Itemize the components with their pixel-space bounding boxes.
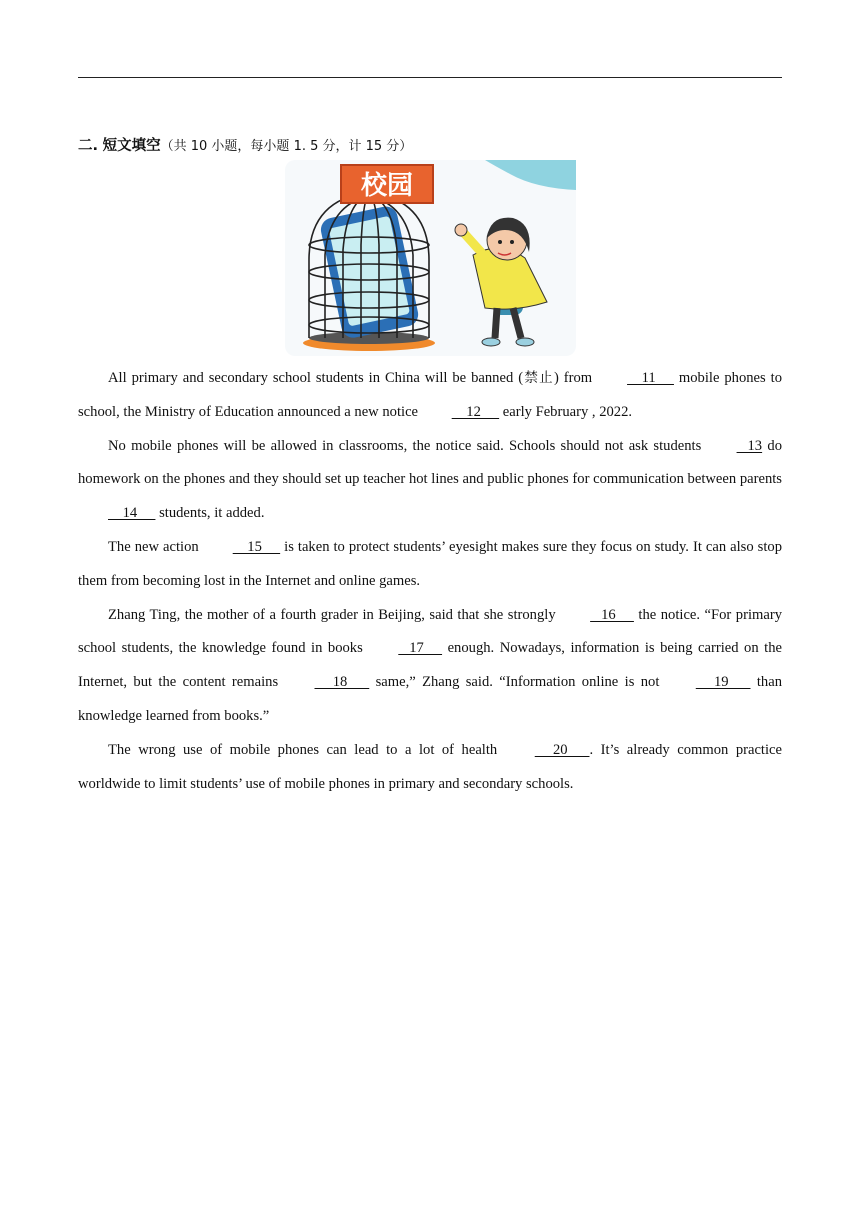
p5-text-a: The wrong use of mobile phones can lead to a lot of health <box>108 741 505 758</box>
school-sign-text: 校园 <box>360 171 414 201</box>
paragraph-3 <box>78 531 782 599</box>
paragraph-4 <box>78 599 782 734</box>
p4-text-b: the notice. “For primary school students, the knowledge found in books <box>78 606 782 657</box>
p4-text-d: same,” Zhang said. “Information online is not <box>369 674 666 691</box>
section-title: 短文填空 <box>102 138 161 154</box>
paragraph-5 <box>78 734 782 802</box>
p1-text-b: ) from <box>553 370 598 386</box>
p5-text-b: . It’s already common practice worldwide to limit students’ use of mobile phones in primary and secondary schools. <box>78 741 782 792</box>
section-note: （共 10 小题，每小题 1. 5 分，计 15 分） <box>160 139 413 154</box>
p3-text-a: The new action <box>108 538 203 555</box>
blank-14[interactable]: 14 <box>108 505 156 522</box>
p2-text-a: No mobile phones will be allowed in classrooms, the notice said. Schools should not ask students <box>108 437 707 454</box>
p4-text-a: Zhang Ting, the mother of a fourth grader in Beijing, said that she strongly <box>108 606 561 623</box>
p1-chinese-gloss: 禁止 <box>523 370 554 386</box>
passage <box>78 362 782 801</box>
p4-text-c: enough. Nowadays, information is being carried on the Internet, but the content remains <box>78 640 782 691</box>
p1-text-c: mobile phones to school, the Ministry of Education announced a new notice <box>78 370 783 420</box>
p1-text-a: All primary and secondary school students in China will be banned ( <box>108 370 524 386</box>
section-heading <box>78 134 412 155</box>
cartoon-illustration <box>285 160 576 356</box>
p2-text-b: do homework on the phones and they should set up teacher hot lines and public phones for communication between parents <box>78 437 782 488</box>
blank-16[interactable]: 16 <box>590 606 634 623</box>
p3-text-b: is taken to protect students’ eyesight makes sure they focus on study. It can also stop them from becoming lost in the Internet and online games. <box>78 538 782 589</box>
blank-12[interactable]: 12 <box>451 403 500 420</box>
blank-19[interactable]: 19 <box>695 674 751 691</box>
blank-11[interactable]: 11 <box>627 370 674 386</box>
blank-13[interactable]: 13 <box>736 437 763 454</box>
p2-text-c: students, it added. <box>155 505 265 522</box>
header-rule <box>78 77 782 78</box>
blank-20[interactable]: 20 <box>534 741 590 758</box>
blank-18[interactable]: 18 <box>314 674 370 691</box>
paragraph-1 <box>78 362 782 430</box>
p1-text-d: early February , 2022. <box>499 403 633 420</box>
paragraph-2 <box>78 430 782 531</box>
blank-17[interactable]: 17 <box>398 640 443 657</box>
blank-15[interactable]: 15 <box>232 538 281 555</box>
section-number: 二. <box>78 138 99 154</box>
p4-text-e: than knowledge learned from books.” <box>78 674 782 724</box>
